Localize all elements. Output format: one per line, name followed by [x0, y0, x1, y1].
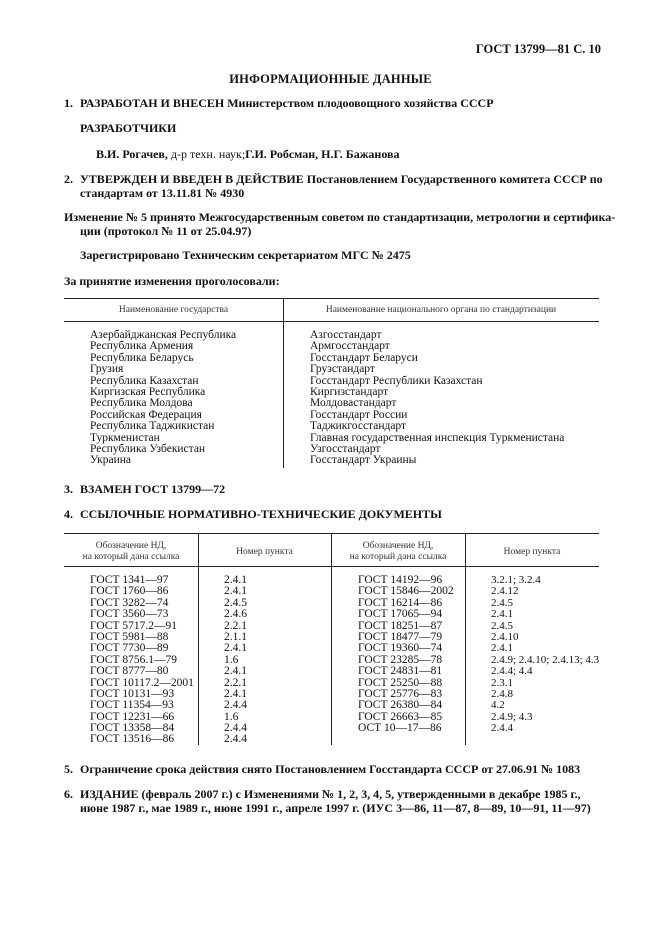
ref-item: 2.4.4: [491, 722, 513, 735]
ref-header-doc-left: Обозначение НД, на который дана ссылка: [82, 541, 180, 562]
ref-right-items-column: [491, 575, 599, 734]
ref-item: 2.4.8: [491, 687, 513, 700]
section-2-line-2: стандартам от 13.11.81 № 4930: [80, 186, 245, 200]
state-row: Республика Таджикистан: [90, 420, 215, 433]
ref-doc: ГОСТ 7730—89: [90, 642, 169, 655]
ref-doc: ГОСТ 8756.1—79: [90, 653, 178, 666]
votes-bodies-column: [310, 330, 564, 467]
section-2-line-1: УТВЕРЖДЕН И ВВЕДЕН В ДЕЙСТВИЕ Постановлением Государственного комитета СССР по: [80, 172, 603, 186]
ref-doc: ГОСТ 14192—96: [358, 574, 443, 586]
body-row: Киргизстандарт: [310, 385, 389, 398]
amendment-line-1: Изменение № 5 принято Межгосударственным советом по стандартизации, метрологии и сертифика-: [64, 210, 616, 224]
ref-doc: ГОСТ 26380—84: [358, 699, 443, 712]
ref-header-item-right: Номер пункта: [503, 547, 561, 557]
ref-doc: ГОСТ 5717.2—91: [90, 619, 178, 632]
ref-doc: ГОСТ 3560—73: [90, 608, 169, 621]
ref-item: 2.4.1: [491, 608, 513, 621]
developer-1: В.И. Рогачев,: [96, 147, 168, 161]
section-3-text: ВЗАМЕН ГОСТ 13799—72: [80, 482, 226, 496]
section-4-number: 4.: [64, 507, 73, 521]
section-1-text: РАЗРАБОТАН И ВНЕСЕН Министерством плодоовощного хозяйства СССР: [80, 96, 494, 110]
body-row: Госстандарт России: [310, 408, 408, 421]
ref-item: 2.4.12: [491, 585, 519, 598]
ref-item: 2.4.1: [224, 665, 247, 678]
state-row: Республика Узбекистан: [90, 442, 206, 455]
state-row: Грузия: [90, 363, 124, 376]
ref-item: 3.2.1; 3.2.4: [491, 574, 541, 586]
section-2-number: 2.: [64, 172, 73, 186]
ref-doc: ГОСТ 16214—86: [358, 596, 443, 609]
ref-item: 1.6: [224, 710, 239, 723]
ref-item: 2.4.1: [491, 642, 513, 655]
state-row: Киргизская Республика: [90, 385, 206, 398]
ref-item: 2.1.1: [224, 630, 247, 643]
body-row: Таджикгосстандарт: [310, 420, 407, 433]
body-row: Узгосстандарт: [310, 442, 381, 455]
ref-doc: ГОСТ 24831—81: [358, 665, 443, 678]
section-6-number: 6.: [64, 787, 73, 801]
body-row: Молдовастандарт: [310, 397, 397, 410]
section-6-line-1: ИЗДАНИЕ (февраль 2007 г.) с Изменениями № 1, 2, 3, 4, 5, утвержденными в декабре 1985 г.,: [80, 787, 581, 801]
ref-item: 2.4.10: [491, 630, 519, 643]
ref-doc: ГОСТ 13358—84: [90, 722, 175, 735]
developer-1-degree: д-р техн. наук;: [167, 147, 246, 161]
ref-right-docs-column: [358, 575, 454, 734]
ref-item: 2.4.6: [224, 608, 247, 621]
state-row: Российская Федерация: [90, 408, 202, 421]
ref-item: 2.4.4; 4.4: [491, 665, 533, 678]
section-1-number: 1.: [64, 96, 73, 110]
body-row: Армгосстандарт: [310, 340, 390, 353]
ref-item: 2.4.1: [224, 585, 247, 598]
votes-states-column: [90, 330, 236, 467]
section-3-number: 3.: [64, 482, 73, 496]
body-row: Госстандарт Республики Казахстан: [310, 374, 483, 387]
ref-doc: ГОСТ 25776—83: [358, 687, 443, 700]
ref-doc: ОСТ 10—17—86: [358, 722, 442, 735]
section-6-line-2: июне 1987 г., мае 1989 г., июне 1991 г., апреле 1997 г. (ИУС 3—86, 11—87, 8—89, 10—91, 11—97): [80, 801, 591, 815]
ref-item: 2.4.1: [224, 642, 247, 655]
document-title: ИНФОРМАЦИОННЫЕ ДАННЫЕ: [229, 72, 432, 86]
section-5-text: Ограничение срока действия снято Постановлением Госстандарта СССР от 27.06.91 № 1083: [80, 762, 581, 776]
state-row: Туркменистан: [90, 431, 160, 444]
ref-item: 2.4.4: [224, 733, 247, 746]
ref-doc: ГОСТ 15846—2002: [358, 585, 454, 598]
ref-item: 2.4.4: [224, 722, 247, 735]
ref-header-item-left: Номер пункта: [236, 547, 293, 557]
ref-item: 2.4.5: [491, 619, 513, 632]
ref-item: 2.4.9; 2.4.10; 2.4.13; 4.3: [491, 653, 600, 666]
voted-label: За принятие изменения проголосовали:: [64, 274, 280, 288]
ref-doc: ГОСТ 11354—93: [90, 699, 174, 712]
ref-item: 2.4.5: [224, 596, 247, 609]
ref-doc: ГОСТ 19360—74: [358, 642, 443, 655]
body-row: Госстандарт Беларуси: [310, 351, 418, 364]
body-row: Азгосстандарт: [310, 329, 382, 341]
developer-2: Г.И. Робсман, Н.Г. Бажанова: [245, 147, 400, 161]
ref-doc: ГОСТ 12231—66: [90, 710, 175, 723]
ref-doc: ГОСТ 5981—88: [90, 630, 169, 643]
ref-left-items-column: [224, 575, 247, 746]
developers-line: [96, 147, 400, 162]
ref-item: 2.4.4: [224, 699, 247, 712]
body-row: Грузстандарт: [310, 363, 375, 376]
ref-item: 2.4.9; 4.3: [491, 710, 533, 723]
ref-doc: ГОСТ 13516—86: [90, 733, 175, 746]
registration-note: Зарегистрировано Техническим секретариатом МГС № 2475: [80, 248, 411, 262]
ref-doc: ГОСТ 25250—88: [358, 676, 443, 689]
developers-label: РАЗРАБОТЧИКИ: [80, 121, 177, 135]
state-row: Республика Молдова: [90, 397, 193, 410]
state-row: Республика Казахстан: [90, 374, 199, 387]
ref-doc: ГОСТ 3282—74: [90, 596, 169, 609]
ref-doc: ГОСТ 23285—78: [358, 653, 443, 666]
state-row: Азербайджанская Республика: [90, 329, 237, 341]
ref-item: 2.2.1: [224, 619, 247, 632]
ref-item: 2.3.1: [491, 676, 513, 689]
ref-doc: ГОСТ 10131—93: [90, 687, 175, 700]
ref-doc: ГОСТ 18477—79: [358, 630, 443, 643]
ref-doc: ГОСТ 1341—97: [90, 574, 169, 586]
ref-doc: ГОСТ 17065—94: [358, 608, 443, 621]
body-row: Главная государственная инспекция Туркменистана: [310, 431, 565, 444]
ref-item: 2.2.1: [224, 676, 247, 689]
ref-header-doc-right: Обозначение НД, на который дана ссылка: [349, 541, 447, 562]
ref-item: 1.6: [224, 653, 239, 666]
ref-doc: ГОСТ 10117.2—2001: [90, 676, 194, 689]
state-row: Республика Армения: [90, 340, 194, 353]
ref-doc: ГОСТ 1760—86: [90, 585, 169, 598]
ref-item: 4.2: [491, 699, 505, 712]
page-header-code: ГОСТ 13799—81 С. 10: [475, 42, 601, 56]
state-row: Республика Беларусь: [90, 351, 194, 364]
body-row: Госстандарт Украины: [310, 454, 417, 467]
votes-header-body: Наименование национального органа по стандартизации: [325, 305, 557, 315]
ref-item: 2.4.1: [224, 687, 247, 700]
section-5-number: 5.: [64, 762, 73, 776]
ref-doc: ГОСТ 18251—87: [358, 619, 443, 632]
ref-item: 2.4.1: [224, 574, 247, 586]
ref-left-docs-column: [90, 575, 194, 746]
amendment-line-2: ции (протокол № 11 от 25.04.97): [80, 224, 252, 238]
ref-doc: ГОСТ 26663—85: [358, 710, 443, 723]
section-4-text: ССЫЛОЧНЫЕ НОРМАТИВНО-ТЕХНИЧЕСКИЕ ДОКУМЕНТЫ: [80, 507, 442, 521]
ref-doc: ГОСТ 8777—80: [90, 665, 169, 678]
votes-header-state: Наименование государства: [118, 305, 229, 315]
ref-item: 2.4.5: [491, 596, 513, 609]
state-row: Украина: [90, 454, 131, 467]
